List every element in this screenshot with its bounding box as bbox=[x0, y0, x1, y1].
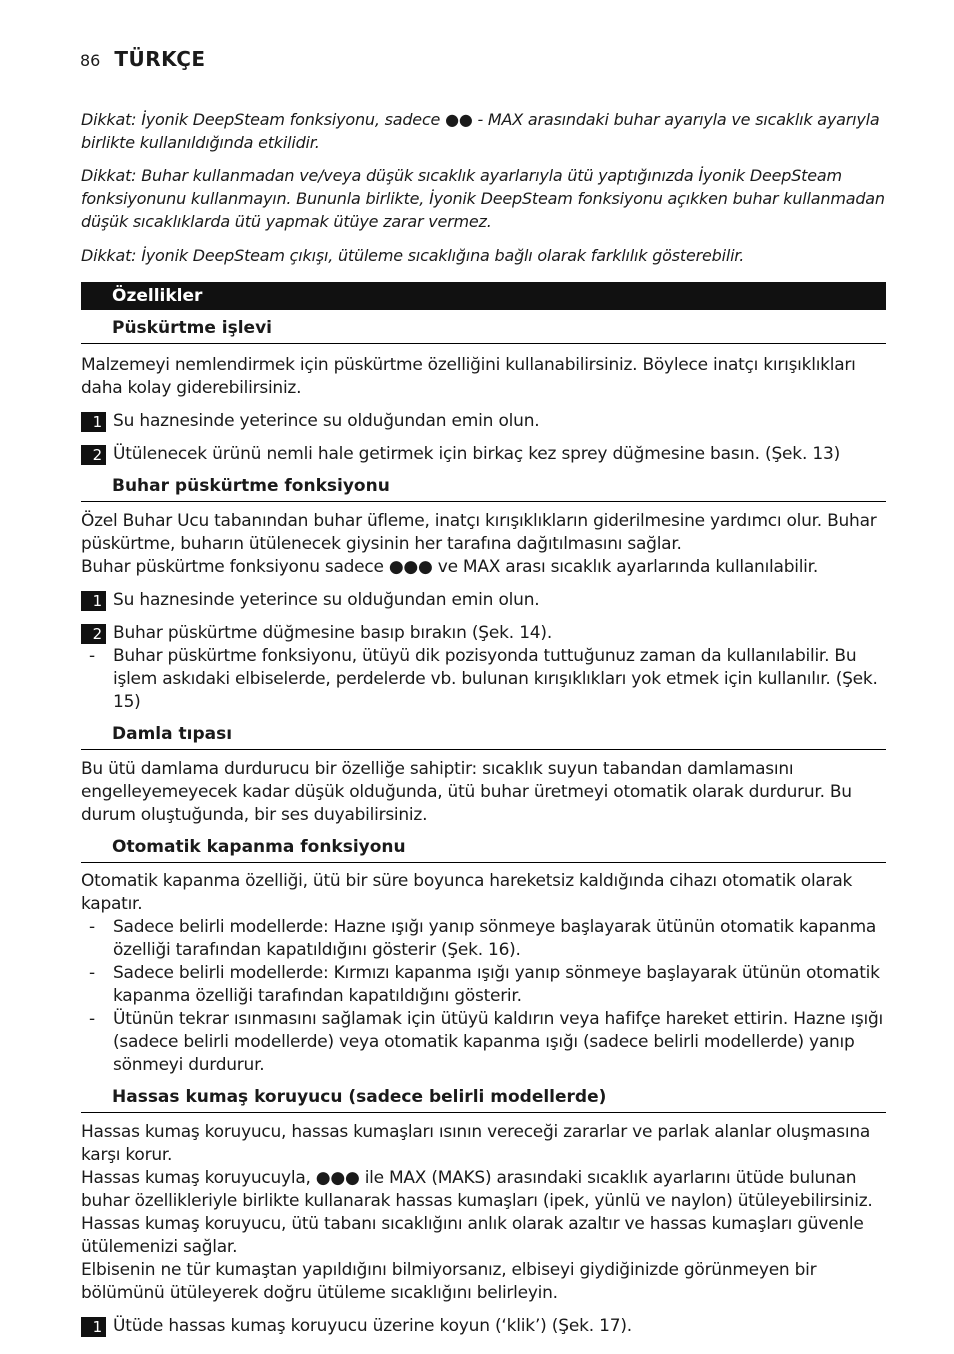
step-number-badge: 2 bbox=[81, 624, 106, 644]
step-text: Su haznesinde yeterince su olduğundan emin olun. bbox=[113, 411, 540, 431]
protector-step-1 bbox=[81, 1315, 886, 1338]
note-ionic-steam-setting: Dikkat: İyonik DeepSteam fonksiyonu, sadece ●● - MAX arasındaki buhar ayarıyla ve sıcaklık ayarıyla birlikte kullanıldığında etkilidir. bbox=[81, 110, 880, 152]
bullet-text: Ütünün tekrar ısınmasını sağlamak için ütüyü kaldırın veya hafifçe hareket ettirin. Hazne ışığı (sadece belirli modellerde) veya otomatik kapanma ışığı (sadece belirli modellerde) yanıp sönmeyi durdurur. bbox=[113, 1009, 884, 1075]
protector-p2: Hassas kumaş koruyucuyla, ●●● ile MAX (MAKS) arasındaki sıcaklık ayarlarını ütüde bulunan buhar özellikleriyle birlikte kullanarak hassas kumaşları (ipek, yünlü ve naylon) ütüleyebilirsiniz. bbox=[81, 1168, 873, 1211]
heading-auto-off: Otomatik kapanma fonksiyonu bbox=[81, 835, 886, 863]
language-title: TÜRKÇE bbox=[114, 47, 206, 71]
bullet-text: Sadece belirli modellerde: Kırmızı kapanma ışığı yanıp sönmeye başlayarak ütünün otomatik kapanma özelliği tarafından kapatıldığını gösterir. bbox=[113, 963, 880, 1006]
protector-p4: Elbisenin ne tür kumaştan yapıldığını bilmiyorsanız, elbiseyi giydiğinizde görünmeyen bir bölümünü ütüleyerek doğru ütüleme sıcaklığını belirleyin. bbox=[81, 1260, 817, 1303]
step-text: Buhar püskürtme düğmesine basıp bırakın (Şek. 14). bbox=[113, 623, 553, 643]
step-number-badge: 1 bbox=[81, 1317, 106, 1337]
shot-intro-text: Özel Buhar Ucu tabanından buhar üfleme, inatçı kırışıklıkların giderilmesine yardımcı olur. Buhar püskürtme, buharın ütülenecek giysinin her tarafına dağıtılmasını sağlar. bbox=[81, 511, 877, 554]
spray-step-2 bbox=[81, 443, 886, 466]
protector-p1: Hassas kumaş koruyucu, hassas kumaşları ısının vereceği zararlar ve parlak alanlar oluşmasına karşı korur. bbox=[81, 1122, 871, 1165]
step-number-badge: 2 bbox=[81, 445, 106, 465]
spray-intro: Malzemeyi nemlendirmek için püskürtme özelliğini kullanabilirsiniz. Böylece inatçı kırışıklıkları daha kolay giderebilirsiniz. bbox=[81, 355, 856, 398]
shot-step-1 bbox=[81, 589, 886, 612]
heading-shot-of-steam: Buhar püskürtme fonksiyonu bbox=[81, 474, 886, 502]
note-ionic-steam-low-temp: Dikkat: Buhar kullanmadan ve/veya düşük sıcaklık ayarlarıyla ütü yaptığınızda İyonik DeepSteam fonksiyonunu kullanmayın. Bununla birlikte, İyonik DeepSteam fonksiyonu açıkken buhar kullanmadan düşük sıcaklıklarda ütü yapmak ütüye zarar vermez. bbox=[81, 166, 885, 231]
page-number: 86 bbox=[80, 51, 101, 70]
page bbox=[81, 48, 886, 1338]
spray-step-1 bbox=[81, 410, 886, 433]
autooff-intro: Otomatik kapanma özelliği, ütü bir süre boyunca hareketsiz kaldığında cihazı otomatik olarak kapatır. bbox=[81, 871, 853, 914]
step-text: Ütülenecek ürünü nemli hale getirmek için birkaç kez sprey düğmesine basın. (Şek. 13) bbox=[113, 444, 841, 464]
heading-spray-function: Püskürtme işlevi bbox=[81, 316, 886, 344]
step-text: Su haznesinde yeterince su olduğundan emin olun. bbox=[113, 590, 540, 610]
shot-bullet: - Buhar püskürtme fonksiyonu, ütüyü dik pozisyonda tuttuğunuz zaman da kullanılabilir. Bu işlem askıdaki elbiselerde, perdelerde vb. bulunan kırışıklıkları yok etmek için kullanılır. (Şek. 15) bbox=[89, 646, 878, 712]
autooff-bullet: - Sadece belirli modellerde: Hazne ışığı yanıp sönmeye başlayarak ütünün otomatik kapanma özelliği tarafından kapatıldığını gösterir (Şek. 16). bbox=[89, 917, 877, 960]
bullet-text: Sadece belirli modellerde: Hazne ışığı yanıp sönmeye başlayarak ütünün otomatik kapanma özelliği tarafından kapatıldığını gösterir (Şek. 16). bbox=[113, 917, 877, 960]
autooff-bullet: - Sadece belirli modellerde: Kırmızı kapanma ışığı yanıp sönmeye başlayarak ütünün otomatik kapanma özelliği tarafından kapatıldığını gösterir. bbox=[89, 963, 880, 1006]
step-number-badge: 1 bbox=[81, 412, 106, 432]
note-ionic-steam-output: Dikkat: İyonik DeepSteam çıkışı, ütüleme sıcaklığına bağlı olarak farklılık gösterebilir. bbox=[81, 246, 745, 265]
heading-delicate-protector: Hassas kumaş koruyucu (sadece belirli modellerde) bbox=[81, 1085, 886, 1113]
shot-intro bbox=[81, 510, 886, 579]
step-text: Ütüde hassas kumaş koruyucu üzerine koyun (‘klik’) (Şek. 17). bbox=[113, 1316, 632, 1336]
heading-drip-stop: Damla tıpası bbox=[81, 722, 886, 750]
bullet-text: Buhar püskürtme fonksiyonu, ütüyü dik pozisyonda tuttuğunuz zaman da kullanılabilir. Bu işlem askıdaki elbiselerde, perdelerde vb. bulunan kırışıklıkları yok etmek için kullanılır. (Şek. 15) bbox=[113, 646, 878, 712]
page-header bbox=[80, 48, 886, 76]
protector-text bbox=[81, 1121, 886, 1305]
drip-text: Bu ütü damlama durdurucu bir özelliğe sahiptir: sıcaklık suyun tabandan damlamasını engelleyemeyecek kadar düşük olduğunda, ütü buhar üretmeyi otomatik olarak durdurur. Bu durum oluştuğunda, bir ses duyabilirsiniz. bbox=[81, 759, 852, 825]
autooff-bullet: - Ütünün tekrar ısınmasını sağlamak için ütüyü kaldırın veya hafifçe hareket ettirin. Hazne ışığı (sadece belirli modellerde) veya otomatik kapanma ışığı (sadece belirli modellerde) yanıp sönmeyi durdurur. bbox=[89, 1009, 884, 1075]
section-banner-features: Özellikler bbox=[81, 282, 886, 310]
protector-p3: Hassas kumaş koruyucu, ütü tabanı sıcaklığını anlık olarak azaltır ve hassas kumaşları güvenle ütülemenizi sağlar. bbox=[81, 1214, 864, 1257]
shot-intro-setting: Buhar püskürtme fonksiyonu sadece ●●● ve MAX arası sıcaklık ayarlarında kullanılabilir. bbox=[81, 557, 818, 577]
step-number-badge: 1 bbox=[81, 591, 106, 611]
shot-step-2 bbox=[81, 622, 886, 645]
